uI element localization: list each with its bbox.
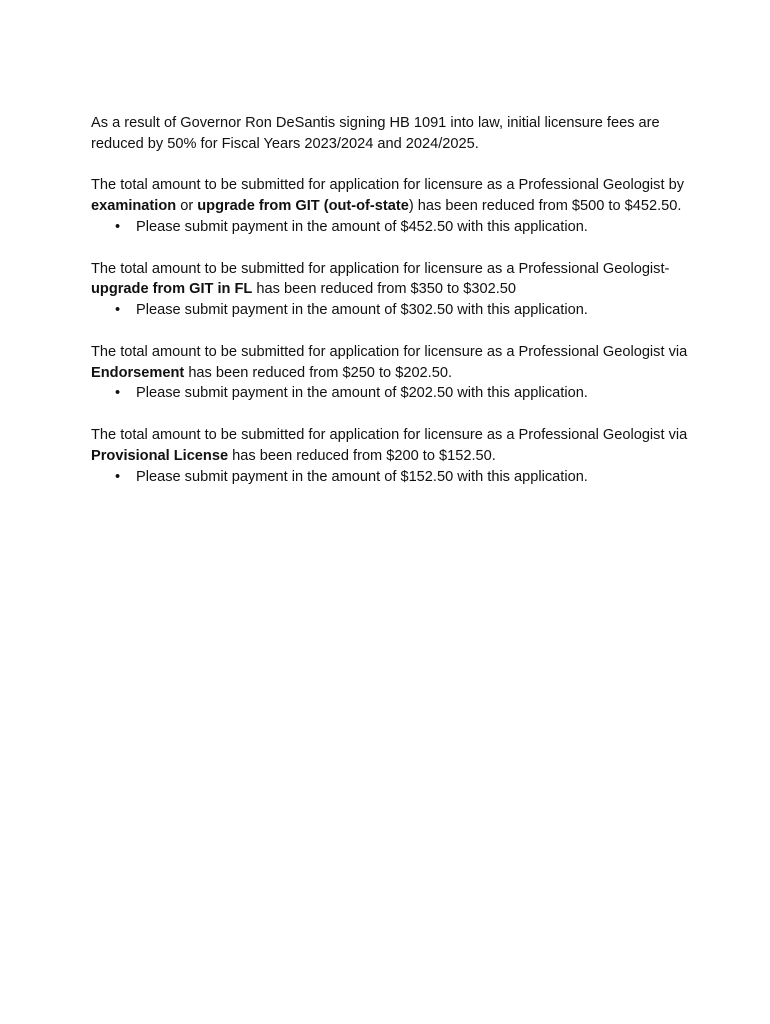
bullet-icon: • <box>115 468 121 485</box>
document-page <box>91 113 691 508</box>
section-text <box>91 425 691 467</box>
list-item <box>91 300 691 321</box>
section-emphasis: upgrade from GIT in FL <box>91 281 253 298</box>
section-lead: The total amount to be submitted for application for licensure as a Professional Geologist via <box>91 426 688 443</box>
list-item <box>91 467 691 488</box>
section-tail: ) has been reduced from $500 to $452.50. <box>408 198 682 215</box>
bullet-icon: • <box>115 385 121 402</box>
section-text <box>91 342 691 384</box>
section-lead: The total amount to be submitted for application for licensure as a Professional Geologist via <box>91 343 688 360</box>
section-tail: has been reduced from $250 to $202.50. <box>184 364 453 381</box>
section-connector: or <box>176 198 198 215</box>
bullet-list <box>91 467 691 488</box>
section-lead: The total amount to be submitted for application for licensure as a Professional Geologist- <box>91 260 670 277</box>
intro-text: As a result of Governor Ron DeSantis signing HB 1091 into law, initial licensure fees are reduced by 50% for Fiscal Years 2023/2024 and 2024/2025. <box>91 115 660 152</box>
fee-section-upgrade-fl <box>91 259 691 321</box>
section-emphasis-2: upgrade from GIT (out-of-state <box>197 198 409 215</box>
bullet-text: Please submit payment in the amount of $152.50 with this application. <box>136 468 588 485</box>
list-item <box>91 383 691 404</box>
bullet-list <box>91 217 691 238</box>
bullet-text: Please submit payment in the amount of $452.50 with this application. <box>136 218 588 235</box>
section-text <box>91 175 691 217</box>
section-tail: has been reduced from $350 to $302.50 <box>252 281 517 298</box>
fee-section-examination <box>91 175 691 237</box>
section-lead: The total amount to be submitted for application for licensure as a Professional Geologist by <box>91 177 684 194</box>
bullet-text: Please submit payment in the amount of $202.50 with this application. <box>136 385 588 402</box>
fee-section-endorsement <box>91 342 691 404</box>
bullet-icon: • <box>115 302 121 319</box>
bullet-list <box>91 383 691 404</box>
section-emphasis: Endorsement <box>91 364 185 381</box>
section-emphasis: examination <box>91 198 177 215</box>
section-tail: has been reduced from $200 to $152.50. <box>228 447 496 464</box>
list-item <box>91 217 691 238</box>
bullet-icon: • <box>115 218 121 235</box>
intro-paragraph <box>91 113 691 155</box>
fee-section-provisional <box>91 425 691 487</box>
bullet-list <box>91 300 691 321</box>
section-emphasis: Provisional License <box>91 447 229 464</box>
bullet-text: Please submit payment in the amount of $302.50 with this application. <box>136 302 588 319</box>
section-text <box>91 259 691 301</box>
